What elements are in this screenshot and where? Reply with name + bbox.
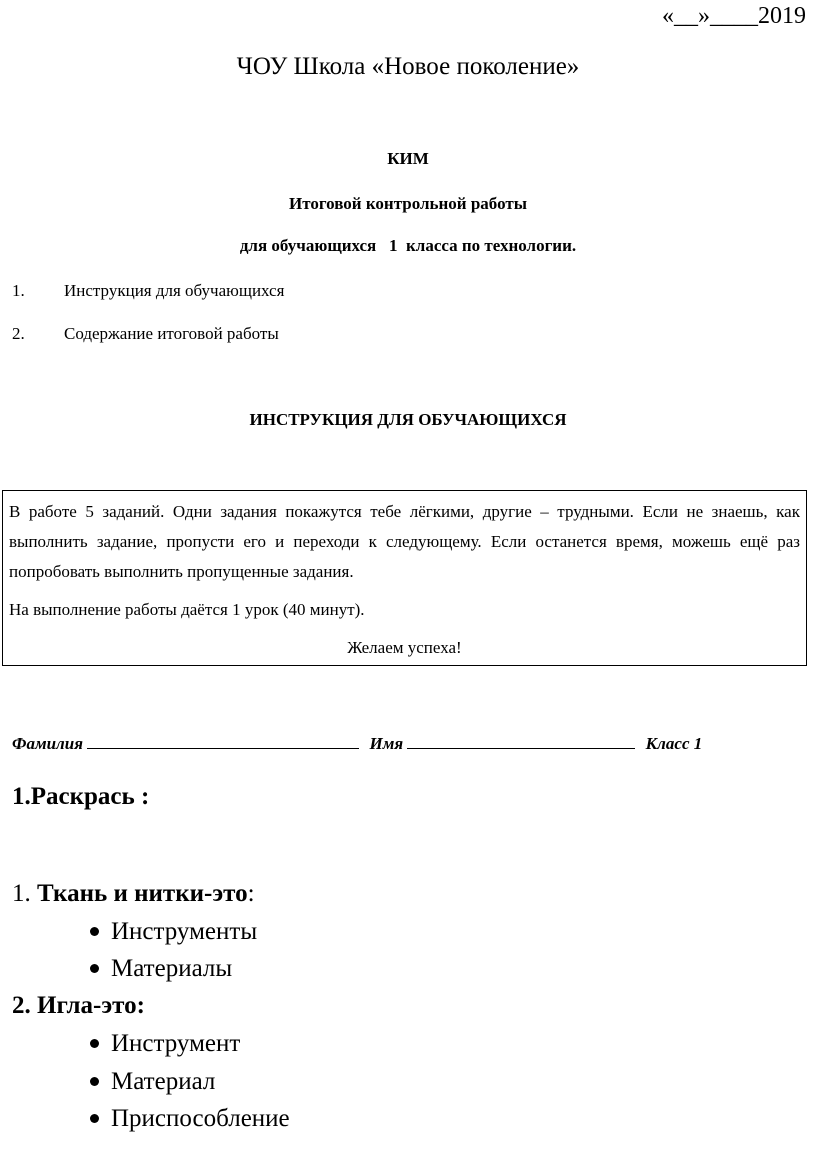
option-text: Инструмент — [111, 1030, 241, 1057]
option-text: Материалы — [111, 955, 233, 982]
question-text: Игла-это: — [37, 992, 145, 1019]
surname-field[interactable] — [87, 731, 359, 749]
student-info-row — [12, 731, 702, 754]
bullet-icon — [90, 1077, 99, 1086]
doc-subtitle-2-text: для обучающихся 1 класса по технологии. — [239, 236, 577, 255]
doc-subtitle-2 — [0, 236, 816, 256]
option-text: Материал — [111, 1068, 216, 1095]
bullet-icon — [90, 964, 99, 973]
question-suffix: : — [247, 880, 255, 907]
answer-option[interactable] — [90, 955, 232, 983]
option-text: Инструменты — [111, 918, 258, 945]
answer-option[interactable] — [90, 1105, 290, 1133]
instructions-wish: Желаем успеха! — [347, 638, 462, 657]
toc-item-text: Инструкция для обучающихся — [64, 281, 285, 300]
answer-option[interactable] — [90, 1068, 215, 1096]
instructions-duration: На выполнение работы даётся 1 урок (40 минут). — [9, 600, 365, 619]
question-text: Ткань и нитки-это — [37, 880, 248, 907]
option-text: Приспособление — [111, 1105, 290, 1132]
bullet-icon — [90, 1114, 99, 1123]
toc-item-number: 2. — [12, 324, 25, 343]
school-name: ЧОУ Школа «Новое поколение» — [236, 53, 580, 80]
class-label: Класс 1 — [645, 734, 703, 753]
toc-item-text: Содержание итоговой работы — [64, 324, 279, 343]
answer-option[interactable] — [90, 1030, 240, 1058]
question — [12, 992, 145, 1020]
surname-label: Фамилия — [12, 734, 83, 753]
toc-item-number: 1. — [12, 281, 25, 300]
question-number: 2. — [12, 992, 31, 1019]
toc-item — [12, 281, 284, 301]
toc-item — [12, 324, 279, 344]
date-line: «__»____2019 — [662, 3, 806, 29]
name-label: Имя — [369, 734, 404, 753]
task-heading: 1.Раскрась : — [12, 783, 150, 810]
instructions-box — [2, 490, 807, 666]
name-field[interactable] — [407, 731, 635, 749]
bullet-icon — [90, 1039, 99, 1048]
instructions-paragraph: В работе 5 заданий. Одни задания покажутся тебе лёгкими, другие – трудными. Если не знаешь, как выполнить задание, пропусти его и переходи к следующему. Если останется время, можешь ещё раз попробовать выполнить пропущенные задания. — [9, 502, 800, 581]
doc-title-kim: КИМ — [387, 149, 429, 168]
question-number: 1. — [12, 880, 31, 907]
question — [12, 880, 255, 908]
doc-subtitle-1: Итоговой контрольной работы — [289, 194, 527, 213]
bullet-icon — [90, 927, 99, 936]
instructions-heading: ИНСТРУКЦИЯ ДЛЯ ОБУЧАЮЩИХСЯ — [249, 410, 567, 429]
answer-option[interactable] — [90, 918, 257, 946]
